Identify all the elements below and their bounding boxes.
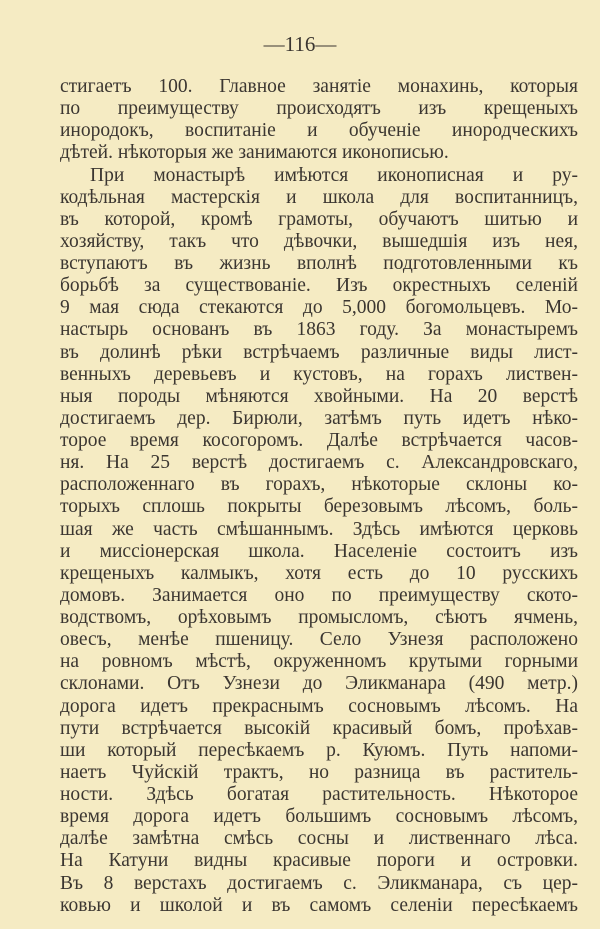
- text-line: дѣтей. нѣкоторыя же занимаются иконописью.: [60, 142, 449, 164]
- text-line: кодѣльная мастерскія и школа для воспитанницъ,: [60, 186, 578, 208]
- text-line: На Катуни видны красивые пороги и островки.: [60, 850, 578, 872]
- text-line: время дорога идетъ большимъ сосновымъ лѣсомъ,: [60, 806, 578, 828]
- body-text: [60, 76, 578, 917]
- text-line: Въ 8 верстахъ достигаемъ с. Эликманара, съ цер-: [60, 872, 578, 894]
- text-line: достигаемъ дер. Бирюли, затѣмъ путь идетъ нѣко-: [60, 407, 578, 429]
- text-line: венныхъ деревьевъ и кустовъ, на горахъ листвен-: [60, 363, 578, 385]
- text-line: дорога идетъ прекраснымъ сосновымъ лѣсомъ. На: [60, 695, 578, 717]
- text-line: торыхъ сплошь покрыты березовымъ лѣсомъ, боль-: [60, 496, 578, 518]
- text-line: на ровномъ мѣстѣ, окруженномъ крутыми горными: [60, 651, 578, 673]
- text-line: ныя породы мѣняются хвойными. На 20 верстѣ: [60, 385, 578, 407]
- text-line: При монастырѣ имѣются иконописная и ру-: [90, 164, 578, 186]
- text-line: торое время косогоромъ. Далѣе встрѣчается часов-: [60, 430, 578, 451]
- text-line: ня. На 25 верстѣ достигаемъ с. Александровскаго,: [60, 452, 578, 474]
- text-line: и миссіонерская школа. Населеніе состоитъ изъ: [60, 540, 578, 562]
- text-line: склонами. Отъ Узнези до Эликманара (490 метр.): [60, 673, 578, 695]
- text-line: пути встрѣчается высокій красивый бомъ, проѣхав-: [60, 717, 578, 739]
- text-line: расположеннаго въ горахъ, нѣкоторые склоны ко-: [60, 474, 578, 496]
- text-line: ши который пересѣкаемъ р. Куюмъ. Путь напоми-: [60, 739, 578, 761]
- text-line: настырь основанъ въ 1863 году. За монастыремъ: [60, 319, 578, 341]
- text-line: крещеныхъ калмыкъ, хотя есть до 10 русскихъ: [60, 562, 578, 584]
- text-line: хозяйству, такъ что дѣвочки, вышедшія изъ нея,: [60, 230, 578, 252]
- text-line: наетъ Чуйскій трактъ, но разница въ раститель-: [60, 761, 578, 783]
- text-line: борьбѣ за существованіе. Изъ окрестныхъ селеній: [60, 275, 578, 297]
- text-line: овесъ, менѣе пшеницу. Село Узнезя расположено: [60, 629, 578, 651]
- text-line: шая же часть смѣшаннымъ. Здѣсь имѣются церковь: [60, 518, 578, 540]
- text-line: далѣе замѣтна смѣсь сосны и лиственнаго лѣса.: [60, 828, 578, 850]
- text-line: домовъ. Занимается оно по преимуществу ското-: [60, 584, 578, 606]
- text-line: въ долинѣ рѣки встрѣчаемъ различные виды лист-: [60, 341, 578, 363]
- text-line: по преимуществу происходятъ изъ крещеныхъ: [60, 98, 578, 120]
- text-line: водствомъ, орѣховымъ промысломъ, сѣютъ ячмень,: [60, 607, 578, 628]
- text-line: вступаютъ въ жизнь вполнѣ подготовленными къ: [60, 253, 578, 274]
- text-line: 9 мая сюда стекаются до 5,000 богомольцевъ. Мо-: [60, 297, 578, 319]
- text-line: ности. Здѣсь богатая растительность. Нѣкоторое: [60, 784, 578, 805]
- text-line: стигаетъ 100. Главное занятіе монахинь, которыя: [60, 76, 578, 97]
- text-line: въ которой, кромѣ грамоты, обучаютъ шитью и: [60, 208, 578, 230]
- text-line: инородокъ, воспитаніе и обученіе инородческихъ: [60, 120, 578, 142]
- page-number: —116—: [263, 32, 337, 56]
- text-line: ковью и школой и въ самомъ селеніи пересѣкаемъ: [60, 894, 578, 916]
